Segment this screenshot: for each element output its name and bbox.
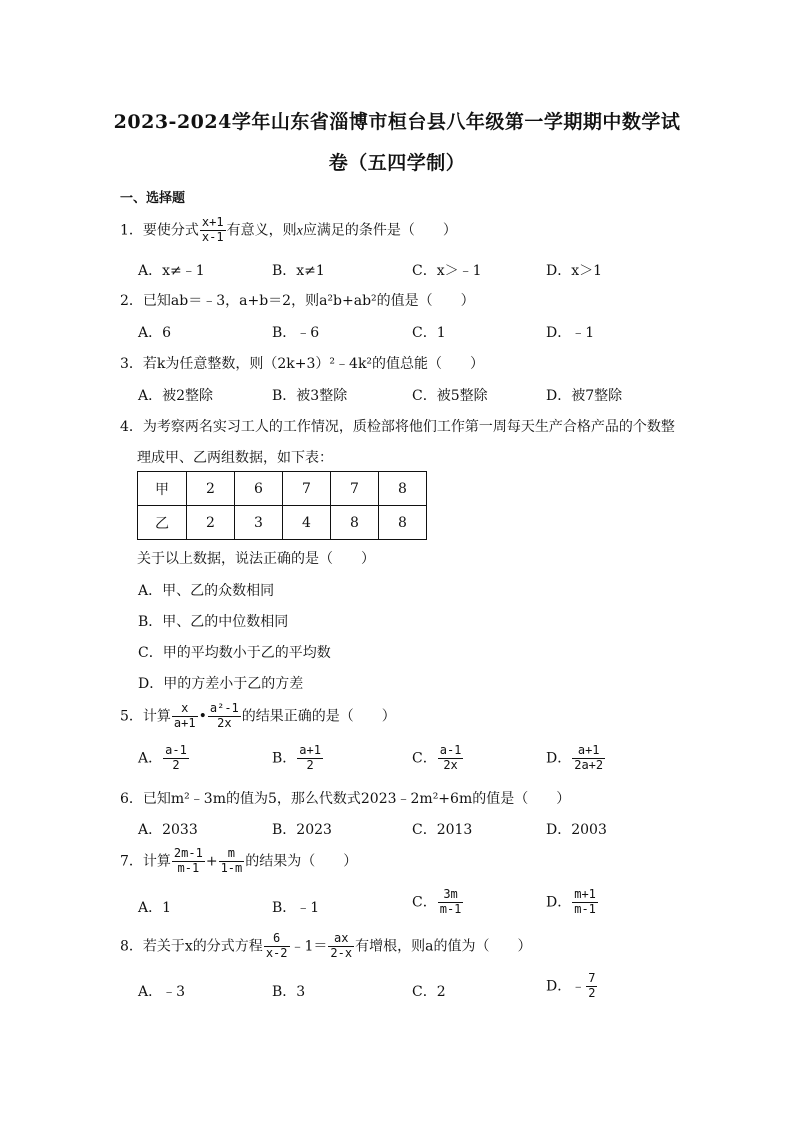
q1-option-a: A．x≠﹣1 — [138, 263, 205, 279]
table-cell: 2 — [187, 506, 235, 540]
q4-option-d: D．甲的方差小于乙的方差 — [138, 676, 304, 692]
question-5: 5．计算 $\frac{x}{a+1}$ • $\frac{\text{a²-1}}{2x}$ 的结果正确的是（ ） — [120, 701, 396, 730]
table-cell: 6 — [235, 472, 283, 506]
q5-option-d: D． $\frac{a+1}{2a+2}$ — [546, 743, 604, 772]
q1-prefix: 1．要使分式 — [120, 222, 199, 239]
q8-fraction-2: $\frac{ax}{2-x}$ — [330, 931, 353, 960]
table-cell: 3 — [235, 506, 283, 540]
table-cell: 4 — [283, 506, 331, 540]
section-heading-choice: 一、选择题 — [120, 191, 186, 206]
q8-option-d-fraction: $\frac{7}{2}$ — [588, 971, 596, 1000]
q7-option-d: D． $\frac{m+1}{m-1}$ — [546, 887, 596, 916]
q7-option-a: A．1 — [138, 900, 172, 916]
q3-option-d: D．被7整除 — [546, 388, 623, 404]
question-4-line-2: 理成甲、乙两组数据，如下表： — [137, 450, 333, 466]
q5-option-b-fraction: $\frac{a+1}{2}$ — [299, 743, 321, 772]
q4-option-b: B．甲、乙的中位数相同 — [138, 614, 289, 630]
table-cell: 8 — [379, 472, 427, 506]
q8-option-a: A．﹣3 — [138, 984, 186, 1000]
q8-option-c: C．2 — [412, 984, 446, 1000]
table-cell: 乙 — [138, 506, 187, 540]
q7-fraction-1: $\frac{2m-1}{m-1}$ — [173, 846, 203, 875]
q5-option-a: A． $\frac{a-1}{2}$ — [138, 743, 187, 772]
table-cell: 2 — [187, 472, 235, 506]
q5-option-c: C． $\frac{a-1}{2x}$ — [412, 743, 462, 772]
q5-option-d-fraction: $\frac{a+1}{2a+2}$ — [574, 743, 604, 772]
table-cell: 7 — [331, 472, 379, 506]
q2-option-d: D．﹣1 — [546, 325, 595, 341]
question-6: 6．已知m²﹣3m的值为5，那么代数式2023﹣2m²+6m的值是（ ） — [120, 791, 571, 807]
q7-option-d-fraction: $\frac{m+1}{m-1}$ — [574, 887, 596, 916]
q3-option-b: B．被3整除 — [272, 388, 348, 404]
q5-fraction-2: $\frac{\text{a²-1}}{2x}$ — [209, 701, 239, 730]
q4-stem: 关于以上数据，说法正确的是（ ） — [137, 551, 375, 567]
q8-option-d: D．﹣ $\frac{7}{2}$ — [546, 971, 596, 1000]
q5-fraction-1: $\frac{x}{a+1}$ — [173, 701, 196, 730]
q6-option-b: B．2023 — [272, 822, 332, 838]
table-row — [138, 472, 427, 506]
q7-option-c: C． $\frac{3m}{m-1}$ — [412, 887, 462, 916]
q5-option-b: B． $\frac{a+1}{2}$ — [272, 743, 321, 772]
q4-data-table — [137, 471, 427, 540]
q2-option-c: C．1 — [412, 325, 446, 341]
question-2: 2．已知ab＝﹣3，a+b＝2，则a²b+ab²的值是（ ） — [120, 293, 475, 309]
q8-fraction-1: $\frac{6}{x-2}$ — [265, 931, 288, 960]
q6-option-c: C．2013 — [412, 822, 473, 838]
q7-option-b: B．﹣1 — [272, 900, 320, 916]
q7-option-c-fraction: $\frac{3m}{m-1}$ — [439, 887, 462, 916]
question-1: 1．要使分式 $\frac{x+1}{x-1}$ 有意义，则x应满足的条件是（ ） — [120, 215, 457, 244]
q6-option-a: A．2033 — [138, 822, 198, 838]
q3-option-c: C．被5整除 — [412, 388, 488, 404]
title-line-2: 卷（五四学制） — [328, 152, 466, 174]
question-7: 7．计算 $\frac{2m-1}{m-1}$ + $\frac{m}{1-m}$ 的结果为（ ） — [120, 846, 358, 875]
table-row — [138, 506, 427, 540]
q5-option-a-fraction: $\frac{a-1}{2}$ — [165, 743, 187, 772]
q6-option-d: D．2003 — [546, 822, 607, 838]
q1-fraction: $\frac{x+1}{x-1}$ — [201, 215, 224, 244]
table-cell: 8 — [379, 506, 427, 540]
table-cell: 甲 — [138, 472, 187, 506]
question-8: 8．若关于x的分式方程 $\frac{6}{x-2}$ ﹣1＝ $\frac{ax}{2-x}$ 有增根，则a的值为（ ） — [120, 931, 532, 960]
q3-option-a: A．被2整除 — [138, 388, 214, 404]
q1-option-c: C．x＞﹣1 — [412, 263, 482, 279]
table-cell: 7 — [283, 472, 331, 506]
q7-fraction-2: $\frac{m}{1-m}$ — [220, 846, 243, 875]
question-3: 3．若k为任意整数，则（2k+3）²﹣4k²的值总能（ ） — [120, 356, 485, 372]
q4-option-c: C．甲的平均数小于乙的平均数 — [138, 645, 331, 661]
title-line-1: 2023-2024学年山东省淄博市桓台县八年级第一学期期中数学试 — [113, 111, 681, 133]
q2-option-b: B．﹣6 — [272, 325, 320, 341]
q1-option-b: B．x≠1 — [272, 263, 325, 279]
table-cell: 8 — [331, 506, 379, 540]
q5-option-c-fraction: $\frac{a-1}{2x}$ — [439, 743, 462, 772]
q1-option-d: D．x＞1 — [546, 263, 603, 279]
q8-option-b: B．3 — [272, 984, 306, 1000]
q4-option-a: A．甲、乙的众数相同 — [138, 583, 275, 599]
q2-option-a: A．6 — [138, 325, 172, 341]
question-4-line-1: 4．为考察两名实习工人的工作情况，质检部将他们工作第一周每天生产合格产品的个数整 — [120, 419, 675, 435]
